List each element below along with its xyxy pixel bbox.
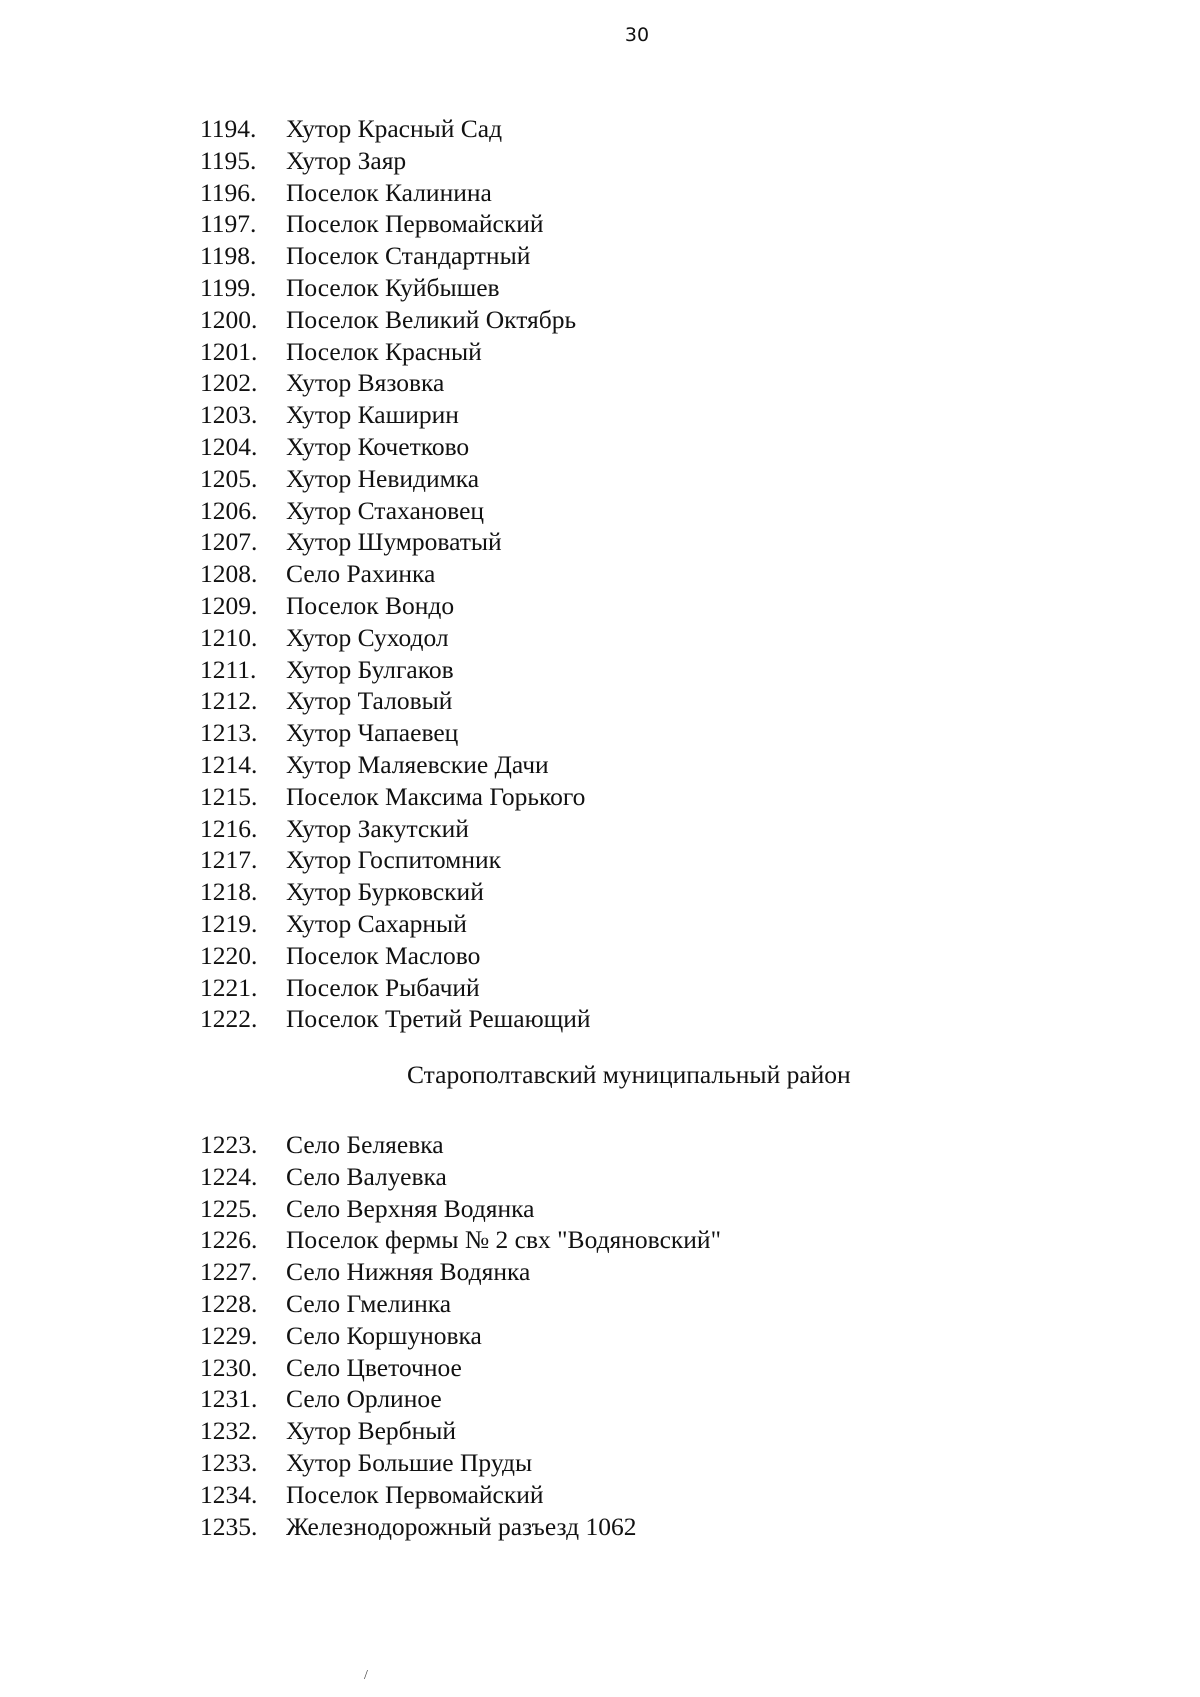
item-number: 1213. — [200, 718, 258, 748]
item-number: 1196. — [200, 177, 257, 207]
item-name: Село Валуевка — [286, 1161, 447, 1191]
item-number: 1205. — [200, 463, 258, 493]
item-number: 1223. — [200, 1130, 258, 1159]
item-number: 1194. — [200, 114, 257, 143]
item-number: 1224. — [200, 1161, 258, 1191]
list-item — [200, 1383, 721, 1415]
item-name: Хутор Заяр — [286, 145, 407, 175]
list-item — [200, 749, 591, 781]
list-item — [200, 399, 591, 431]
item-number: 1229. — [200, 1320, 258, 1350]
item-name: Хутор Невидимка — [286, 463, 480, 493]
list-item — [200, 717, 591, 749]
item-number: 1208. — [200, 559, 258, 589]
item-name: Село Гмелинка — [286, 1288, 452, 1318]
list-item — [200, 1193, 721, 1225]
list-item — [200, 1003, 591, 1035]
section-heading: Старополтавский муниципальный район — [407, 1060, 851, 1089]
list-item — [200, 208, 591, 240]
list-item — [200, 1511, 721, 1543]
item-number: 1195. — [200, 145, 257, 175]
item-name: Село Верхняя Водянка — [286, 1193, 535, 1223]
item-number: 1206. — [200, 495, 258, 525]
item-number: 1198. — [200, 241, 257, 271]
item-number: 1231. — [200, 1384, 258, 1414]
list-item — [200, 1352, 721, 1384]
item-name: Хутор Булгаков — [286, 654, 454, 684]
item-name: Хутор Госпитомник — [286, 845, 501, 875]
item-number: 1199. — [200, 272, 257, 302]
list-item — [200, 177, 591, 209]
list-item — [200, 367, 591, 399]
item-name: Поселок Рыбачий — [286, 972, 480, 1002]
item-name: Село Орлиное — [286, 1384, 442, 1414]
item-number: 1234. — [200, 1479, 258, 1509]
list-item — [200, 1479, 721, 1511]
item-number: 1204. — [200, 431, 258, 461]
list-item — [200, 654, 591, 686]
list-item — [200, 526, 591, 558]
list-item — [200, 781, 591, 813]
list-item — [200, 1224, 721, 1256]
item-name: Хутор Вербный — [286, 1416, 457, 1446]
list-item — [200, 304, 591, 336]
item-number: 1232. — [200, 1416, 258, 1446]
item-name: Хутор Шумроватый — [286, 527, 502, 557]
list-item — [200, 908, 591, 940]
item-name: Хутор Сахарный — [286, 908, 467, 938]
list-item — [200, 972, 591, 1004]
list-item — [200, 113, 591, 145]
item-number: 1221. — [200, 972, 258, 1002]
item-number: 1197. — [200, 209, 257, 239]
item-name: Железнодорожный разъезд 1062 — [286, 1511, 637, 1541]
item-name: Поселок Великий Октябрь — [286, 304, 577, 334]
list-item — [200, 1447, 721, 1479]
item-name: Поселок Куйбышев — [286, 272, 500, 302]
item-name: Хутор Красный Сад — [286, 114, 503, 143]
list-item — [200, 336, 591, 368]
item-number: 1235. — [200, 1511, 258, 1541]
list-item — [200, 1288, 721, 1320]
item-name: Село Коршуновка — [286, 1320, 482, 1350]
item-name: Поселок Стандартный — [286, 241, 531, 271]
item-name: Хутор Маляевские Дачи — [286, 749, 549, 779]
item-number: 1202. — [200, 368, 258, 398]
footer-mark: / — [364, 1668, 368, 1683]
item-name: Хутор Большие Пруды — [286, 1447, 533, 1477]
list-item — [200, 1161, 721, 1193]
item-name: Поселок Красный — [286, 336, 482, 366]
list-item — [200, 495, 591, 527]
item-number: 1219. — [200, 908, 258, 938]
item-name: Хутор Чапаевец — [286, 718, 459, 748]
list-item — [200, 463, 591, 495]
item-number: 1216. — [200, 813, 258, 843]
item-number: 1222. — [200, 1004, 258, 1034]
item-number: 1200. — [200, 304, 258, 334]
item-name: Хутор Бурковский — [286, 877, 484, 907]
item-name: Хутор Закутский — [286, 813, 469, 843]
item-name: Поселок Третий Решающий — [286, 1004, 591, 1034]
list-item — [200, 272, 591, 304]
item-number: 1210. — [200, 622, 258, 652]
item-number: 1230. — [200, 1352, 258, 1382]
item-number: 1209. — [200, 590, 258, 620]
item-number: 1233. — [200, 1447, 258, 1477]
item-number: 1214. — [200, 749, 258, 779]
item-name: Хутор Кочетково — [286, 431, 470, 461]
list-item — [200, 1256, 721, 1288]
settlement-list-upper — [200, 113, 591, 1035]
item-name: Поселок Первомайский — [286, 1479, 544, 1509]
item-name: Село Нижняя Водянка — [286, 1257, 531, 1287]
list-item — [200, 590, 591, 622]
item-name: Хутор Стахановец — [286, 495, 485, 525]
item-number: 1217. — [200, 845, 258, 875]
settlement-list-lower — [200, 1129, 721, 1542]
item-name: Село Беляевка — [286, 1130, 444, 1159]
list-item — [200, 1129, 721, 1161]
list-item — [200, 622, 591, 654]
list-item — [200, 558, 591, 590]
list-item — [200, 145, 591, 177]
item-name: Поселок Первомайский — [286, 209, 544, 239]
item-name: Поселок Маслово — [286, 940, 481, 970]
item-number: 1220. — [200, 940, 258, 970]
list-item — [200, 940, 591, 972]
list-item — [200, 844, 591, 876]
item-name: Поселок Калинина — [286, 177, 492, 207]
item-number: 1211. — [200, 654, 257, 684]
item-name: Хутор Каширин — [286, 400, 459, 430]
item-name: Село Рахинка — [286, 559, 436, 589]
item-name: Хутор Таловый — [286, 686, 453, 716]
item-name: Хутор Суходол — [286, 622, 449, 652]
page-number: 30 — [624, 24, 650, 46]
item-name: Село Цветочное — [286, 1352, 462, 1382]
item-name: Поселок Вондо — [286, 590, 455, 620]
item-number: 1218. — [200, 877, 258, 907]
list-item — [200, 876, 591, 908]
item-number: 1203. — [200, 400, 258, 430]
item-number: 1228. — [200, 1288, 258, 1318]
list-item — [200, 431, 591, 463]
item-number: 1207. — [200, 527, 258, 557]
list-item — [200, 1415, 721, 1447]
item-number: 1215. — [200, 781, 258, 811]
list-item — [200, 813, 591, 845]
item-number: 1201. — [200, 336, 258, 366]
list-item — [200, 685, 591, 717]
item-name: Поселок Максима Горького — [286, 781, 586, 811]
item-name: Поселок фермы № 2 свх "Водяновский" — [286, 1225, 721, 1255]
list-item — [200, 1320, 721, 1352]
item-number: 1212. — [200, 686, 258, 716]
item-name: Хутор Вязовка — [286, 368, 445, 398]
item-number: 1226. — [200, 1225, 258, 1255]
item-number: 1227. — [200, 1257, 258, 1287]
item-number: 1225. — [200, 1193, 258, 1223]
list-item — [200, 240, 591, 272]
